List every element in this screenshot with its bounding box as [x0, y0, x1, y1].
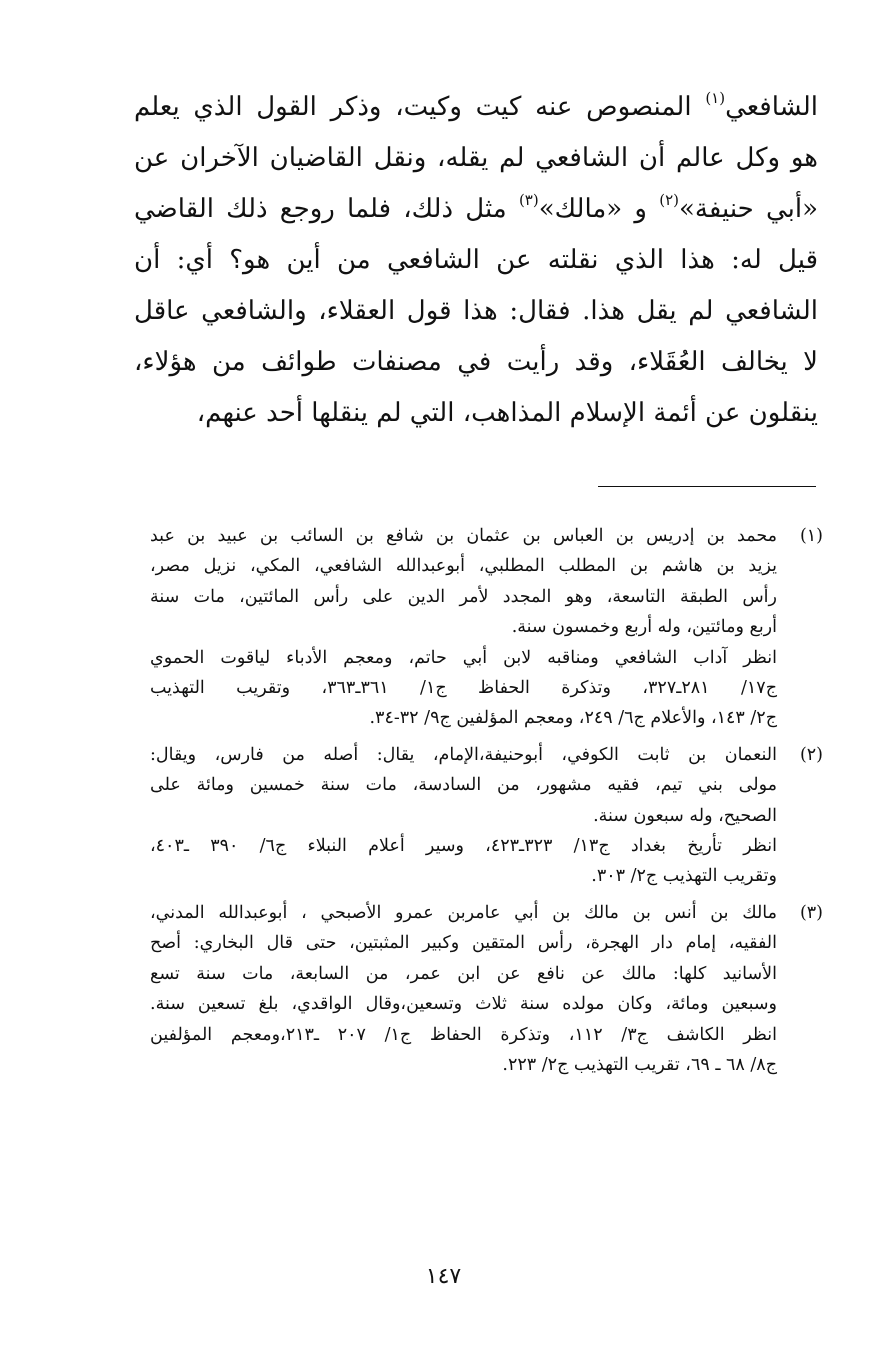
footnote-line: مالك بن أنس بن مالك بن أبي عامربن عمرو الأصبحي ، أبوعبدالله المدني، — [150, 902, 777, 923]
footnote-number: (٢) — [799, 744, 823, 765]
footnote-line: الصحيح، وله سبعون سنة. — [593, 805, 777, 826]
main-text-line — [134, 133, 818, 184]
main-text-line — [134, 286, 818, 337]
main-text-line — [134, 337, 818, 388]
footnote-line: ج٢/ ١٤٣، والأعلام ج٦/ ٢٤٩، ومعجم المؤلفين ج٩/ ٣٢-٣٤. — [369, 708, 777, 729]
main-text-segment: الشافعي لم يقل هذا. فقال: هذا قول العقلاء، والشافعي عاقل — [134, 296, 818, 326]
footnote-line: انظر آداب الشافعي ومناقبه لابن أبي حاتم، ومعجم الأدباء لياقوت الحموي — [150, 647, 777, 668]
main-text-segment: الشافعي — [725, 92, 818, 122]
main-text-segment: و «مالك» — [538, 194, 660, 224]
main-text-line — [134, 82, 818, 133]
footnote-line: أربع ومائتين، وله أربع وخمسون سنة. — [511, 617, 777, 638]
main-text-line — [134, 388, 818, 439]
page-number: ١٤٧ — [425, 1264, 462, 1289]
footnote-line: رأس الطبقة التاسعة، وهو المجدد لأمر الدين على رأس المائتين، مات سنة — [150, 586, 777, 607]
footnote-number: (١) — [799, 526, 823, 546]
footnotes — [150, 521, 823, 1086]
footnote-line: انظر تأريخ بغداد ج١٣/ ٣٢٣ـ٤٢٣، وسير أعلام النبلاء ج٦/ ٣٩٠ ـ٤٠٣، — [150, 836, 777, 857]
main-text-segment: هو وكل عالم أن الشافعي لم يقله، ونقل القاضيان الآخران عن — [134, 143, 818, 173]
footnote-reference: (١) — [705, 89, 726, 107]
footnote — [150, 898, 823, 1080]
footnote-separator — [598, 486, 816, 487]
main-text-segment: قيل له: هذا الذي نقلته عن الشافعي من أين هو؟ أي: أن — [134, 245, 818, 275]
footnote-line: انظر الكاشف ج٣/ ١١٢، وتذكرة الحفاظ ج١/ ٢٠٧ ـ٢١٣،ومعجم المؤلفين — [150, 1024, 777, 1045]
main-text-segment: مثل ذلك، فلما روجع ذلك القاضي — [134, 194, 519, 224]
footnote-line: وتقريب التهذيب ج٢/ ٣٠٣. — [591, 866, 777, 887]
footnote-line: الفقيه، إمام دار الهجرة، رأس المتقين وكبير المثبتين، حتى قال البخاري: أصح — [150, 933, 777, 954]
footnote-reference: (٣) — [518, 191, 539, 209]
footnote-line: ج١٧/ ٢٨١ـ٣٢٧، وتذكرة الحفاظ ج١/ ٣٦١ـ٣٦٣، وتقريب التهذيب — [150, 678, 777, 699]
main-text-segment: المنصوص عنه كيت وكيت، وذكر القول الذي يعلم — [134, 92, 706, 122]
footnote-line: محمد بن إدريس بن العباس بن عثمان بن شافع بن السائب بن عبيد بن عبد — [150, 526, 777, 546]
main-text-segment: لا يخالف العُقَلاء، وقد رأيت في مصنفات طوائف من هؤلاء، — [134, 347, 818, 377]
footnote-line: ج٨/ ٦٨ ـ ٦٩، تقريب التهذيب ج٢/ ٢٢٣. — [502, 1054, 777, 1075]
main-text-line — [134, 184, 818, 235]
footnote-line: مولى بني تيم، فقيه مشهور، من السادسة، مات سنة خمسين ومائة على — [150, 775, 777, 796]
footnote-line: وسبعين ومائة، وكان مولده سنة ثلاث وتسعين،وقال الواقدي، بلغ تسعين سنة. — [150, 994, 777, 1015]
footnote-line: النعمان بن ثابت الكوفي، أبوحنيفة،الإمام، يقال: أصله من فارس، ويقال: — [150, 744, 777, 765]
footnote-number: (٣) — [799, 902, 823, 923]
main-text-segment: ينقلون عن أئمة الإسلام المذاهب، التي لم ينقلها أحد عنهم، — [196, 398, 818, 428]
footnote-line: يزيد بن هاشم بن المطلب المطلبي، أبوعبدالله الشافعي، المكي، نزيل مصر، — [150, 556, 777, 577]
footnote-line: الأسانيد كلها: مالك عن نافع عن ابن عمر، من السابعة، مات سنة تسع — [150, 963, 777, 984]
main-text-line — [134, 235, 818, 286]
footnote — [150, 740, 823, 892]
main-text-segment: «أبي حنيفة» — [678, 194, 818, 224]
main-text — [134, 82, 818, 439]
footnote — [150, 521, 823, 734]
footnote-reference: (٢) — [659, 191, 679, 209]
